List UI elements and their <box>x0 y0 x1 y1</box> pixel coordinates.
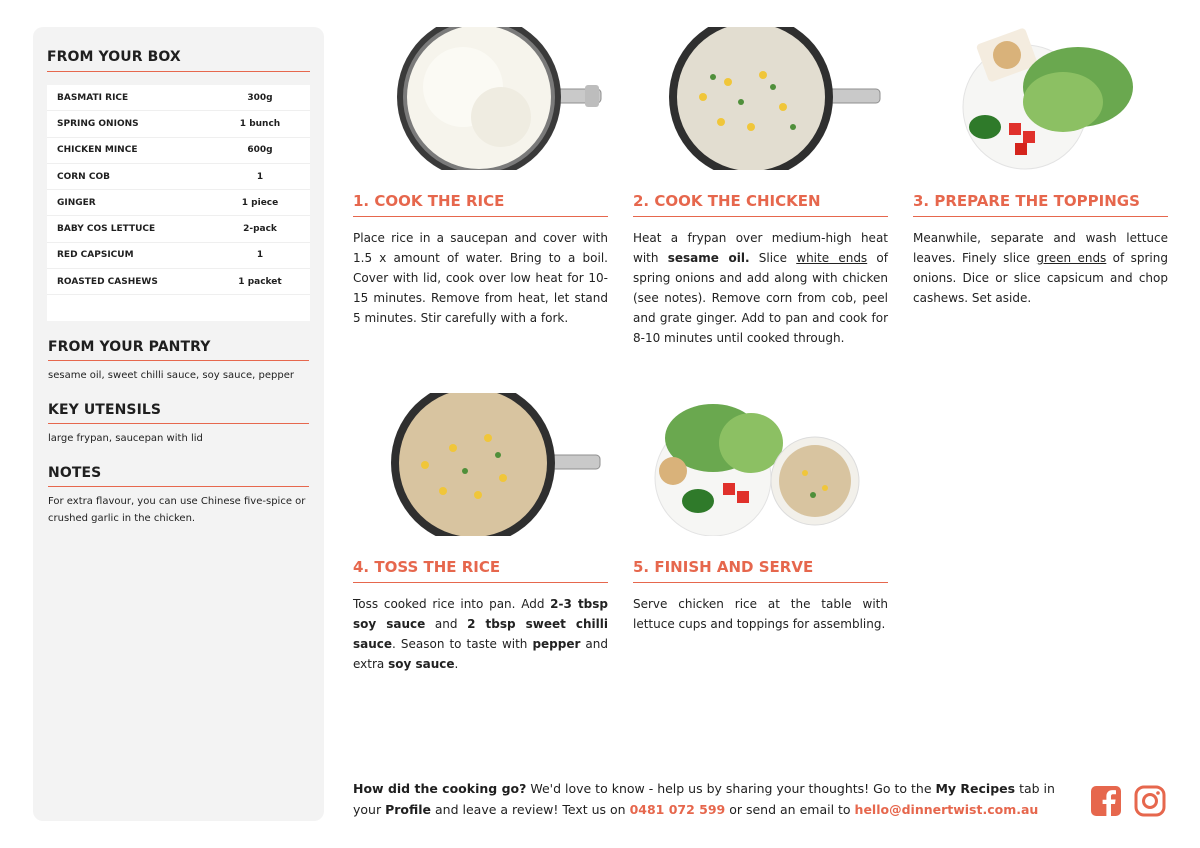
chicken-pan-illustration <box>633 27 888 170</box>
ingredient-name: ROASTED CASHEWS <box>57 276 158 287</box>
ingredient-qty: 2-pack <box>243 224 277 235</box>
step-5-photo <box>633 393 888 536</box>
text-run: green ends <box>1036 251 1107 265</box>
pantry-title: FROM YOUR PANTRY <box>48 339 309 361</box>
step-4 <box>353 393 608 674</box>
ingredient-row <box>47 85 310 111</box>
contact-link[interactable]: 0481 072 599 <box>629 802 726 817</box>
step-1-photo <box>353 27 608 170</box>
toppings-plate-illustration <box>913 27 1168 170</box>
step-2-title: 2. COOK THE CHICKEN <box>633 192 888 217</box>
text-run: How did the cooking go? <box>353 781 527 796</box>
step-3 <box>913 27 1168 308</box>
notes-section <box>47 465 310 527</box>
ingredient-row <box>47 111 310 137</box>
step-2-photo <box>633 27 888 170</box>
step-1-title: 1. COOK THE RICE <box>353 192 608 217</box>
step-2 <box>633 27 888 348</box>
notes-text: For extra flavour, you can use Chinese five-spice or crushed garlic in the chicken. <box>48 496 306 525</box>
fried-rice-pan-illustration <box>353 393 608 536</box>
ingredient-name: CORN COB <box>57 171 110 182</box>
served-dish-illustration <box>633 393 888 536</box>
ingredient-qty: 1 <box>256 171 264 182</box>
step-1-text <box>353 228 608 328</box>
rice-pot-illustration <box>353 27 608 170</box>
step-3-text <box>913 228 1168 308</box>
ingredient-row <box>47 269 310 295</box>
text-run: . <box>454 657 459 671</box>
box-ingredients-table <box>47 85 310 321</box>
text-run: white ends <box>796 251 868 265</box>
feedback-footer <box>353 778 1073 820</box>
text-run: 2-3 tbsp soy sauce <box>353 597 609 631</box>
ingredient-row <box>47 164 310 190</box>
notes-title: NOTES <box>48 465 309 487</box>
ingredients-sidebar <box>33 27 324 821</box>
step-5 <box>633 393 888 634</box>
ingredient-qty: 1 piece <box>241 197 279 208</box>
step-3-photo <box>913 27 1168 170</box>
ingredient-row <box>47 243 310 269</box>
box-title: FROM YOUR BOX <box>47 49 310 72</box>
step-2-text <box>633 228 888 348</box>
ingredient-qty: 300g <box>247 92 273 103</box>
text-run: of spring onions. Dice or slice capsicum and chop cashews. Set aside. <box>913 251 1168 305</box>
text-run: Slice <box>749 251 797 265</box>
utensils-text: large frypan, saucepan with lid <box>48 433 203 445</box>
utensils-section <box>47 402 310 447</box>
step-4-text <box>353 594 608 674</box>
ingredient-qty: 1 packet <box>238 276 282 287</box>
text-run: and extra <box>353 637 609 671</box>
instagram-icon[interactable] <box>1134 785 1166 817</box>
step-5-title: 5. FINISH AND SERVE <box>633 558 888 583</box>
text-run: We'd love to know - help us by sharing your thoughts! Go to the <box>526 781 936 796</box>
text-run: Serve chicken rice at the table with lettuce cups and toppings for assembling. <box>633 597 888 631</box>
ingredient-name: BABY COS LETTUCE <box>57 224 156 235</box>
ingredient-name: RED CAPSICUM <box>57 250 134 261</box>
text-run: Toss cooked rice into pan. Add <box>353 597 551 611</box>
ingredient-row <box>47 138 310 164</box>
ingredient-name: BASMATI RICE <box>57 92 129 103</box>
ingredient-qty: 600g <box>247 145 273 156</box>
step-1 <box>353 27 608 328</box>
text-run: of spring onions and add along with chicken (see notes). Remove corn from cob, peel and grate ginger. Add to pan and cook for 8-10 minutes until cooked through. <box>633 251 888 345</box>
social-links <box>1090 785 1166 817</box>
pantry-text: sesame oil, sweet chilli sauce, soy sauce, pepper <box>48 370 294 382</box>
text-run: pepper <box>532 637 581 651</box>
text-run: Place rice in a saucepan and cover with 1.5 x amount of water. Bring to a boil. Cover with lid, cook over low heat for 10-15 minutes. Remove from heat, let stand 5 minutes. Stir carefully with a fork. <box>353 231 608 325</box>
ingredient-name: CHICKEN MINCE <box>57 145 138 156</box>
facebook-icon[interactable] <box>1090 785 1122 817</box>
text-run: soy sauce <box>388 657 455 671</box>
text-run: Heat a frypan over medium-high heat with <box>633 231 888 265</box>
text-run: 2 tbsp sweet chilli sauce <box>353 617 608 651</box>
ingredient-row <box>47 190 310 216</box>
step-3-title: 3. PREPARE THE TOPPINGS <box>913 192 1168 217</box>
ingredient-row <box>47 216 310 242</box>
text-run: and leave a review! Text us on <box>431 802 630 817</box>
step-5-text <box>633 594 888 634</box>
step-4-photo <box>353 393 608 536</box>
text-run: tab in your <box>353 781 1055 817</box>
text-run: and <box>425 617 468 631</box>
text-run: My Recipes <box>935 781 1016 796</box>
text-run: Meanwhile, separate and wash lettuce leaves. Finely slice <box>913 231 1168 265</box>
utensils-title: KEY UTENSILS <box>48 402 309 424</box>
ingredient-name: SPRING ONIONS <box>57 118 139 129</box>
pantry-section <box>47 339 310 384</box>
ingredient-name: GINGER <box>57 197 96 208</box>
text-run: sesame oil. <box>667 251 750 265</box>
text-run: . Season to taste with <box>392 637 533 651</box>
ingredient-qty: 1 <box>256 250 264 261</box>
text-run: Profile <box>385 802 432 817</box>
text-run: or send an email to <box>725 802 855 817</box>
ingredient-qty: 1 bunch <box>239 118 281 129</box>
step-4-title: 4. TOSS THE RICE <box>353 558 608 583</box>
contact-link[interactable]: hello@dinnertwist.com.au <box>854 802 1039 817</box>
